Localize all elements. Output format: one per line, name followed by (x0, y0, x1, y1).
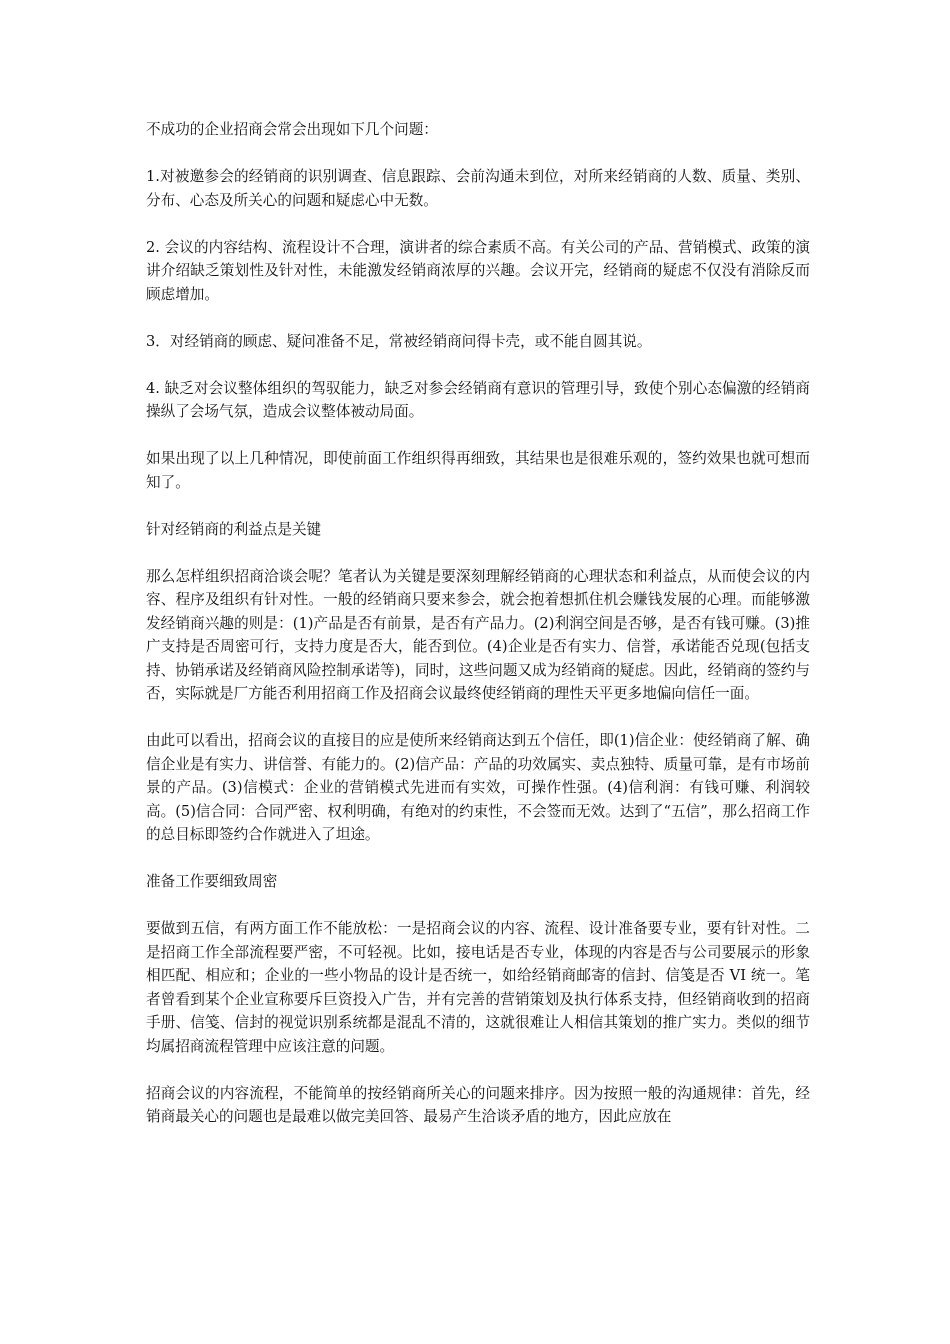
five-trust-paragraph: 由此可以看出，招商会议的直接目的应是使所来经销商达到五个信任，即(1)信企业：使经销商了解、确信企业是有实力、讲信誉、有能力的。(2)信产品：产品的功效属实、卖点独特、质量可靠，是有市场前景的产品。(3)信模式：企业的营销模式先进而有实效，可操作性强。(4)信利润：有钱可赚、利润较高。(5)信合同：合同严密、权利明确，有绝对的约束性，不会签而无效。达到了“五信”，那么招商工作的总目标即签约合作就进入了坦途。 (146, 732, 810, 843)
flow-paragraph: 招商会议的内容流程，不能简单的按经销商所关心的问题来排序。因为按照一般的沟通规律：首先，经销商最关心的问题也是最难以做完美回答、最易产生洽谈矛盾的地方，因此应放在 (146, 1084, 810, 1125)
problem-4-paragraph: 4. 缺乏对会议整体组织的驾驭能力，缺乏对参会经销商有意识的管理引导，致使个别心态偏激的经销商操纵了会场气氛，造成会议整体被动局面。 (146, 379, 810, 420)
conclusion-paragraph: 如果出现了以上几种情况，即使前面工作组织得再细致，其结果也是很难乐观的，签约效果也就可想而知了。 (146, 450, 810, 491)
problem-1-paragraph: 1.对被邀参会的经销商的识别调查、信息跟踪、会前沟通未到位，对所来经销商的人数、质量、类别、分布、心态及所关心的问题和疑虑心中无数。 (146, 168, 810, 209)
problem-2-paragraph: 2. 会议的内容结构、流程设计不合理，演讲者的综合素质不高。有关公司的产品、营销模式、政策的演讲介绍缺乏策划性及针对性，未能激发经销商浓厚的兴趣。会议开完，经销商的疑虑不仅没有消除反而顾虑增加。 (146, 238, 810, 303)
problem-3-paragraph: 3．对经销商的顾虑、疑问准备不足，常被经销商问得卡壳，或不能自圆其说。 (146, 332, 652, 350)
interest-paragraph: 那么怎样组织招商洽谈会呢？笔者认为关键是要深刻理解经销商的心理状态和利益点，从而使会议的内容、程序及组织有针对性。一般的经销商只要来参会，就会抱着想抓住机会赚钱发展的心理。而能够激发经销商兴趣的则是：(1)产品是否有前景，是否有产品力。(2)利润空间是否够，是否有钱可赚。(3)推广支持是否周密可行，支持力度是否大，能否到位。(4)企业是否有实力、信誉，承诺能否兑现(包括支持、协销承诺及经销商风险控制承诺等)，同时，这些问题又成为经销商的疑虑。因此，经销商的签约与否，实际就是厂方能否利用招商工作及招商会议最终使经销商的理性天平更多地偏向信任一面。 (146, 567, 810, 702)
section-heading-interest: 针对经销商的利益点是关键 (146, 520, 322, 538)
intro-paragraph: 不成功的企业招商会常会出现如下几个问题： (146, 121, 438, 138)
preparation-paragraph: 要做到五信，有两方面工作不能放松：一是招商会议的内容、流程、设计准备要专业，要有针对性。二是招商工作全部流程要严密，不可轻视。比如，接电话是否专业，体现的内容是否与公司要展示的形象相匹配、相应和；企业的一些小物品的设计是否统一，如给经销商邮寄的信封、信笺是否 VI 统一。笔者曾看到某个企业宣称要斥巨资投入广告，并有完善的营销策划及执行体系支持，但经销商收到的招商手册、信笺、信封的视觉识别系统都是混乱不清的，这就很难让人相信其策划的推广实力。类似的细节均属招商流程管理中应该注意的问题。 (146, 920, 810, 1055)
document-body (146, 118, 810, 1152)
section-heading-preparation: 准备工作要细致周密 (146, 873, 278, 890)
